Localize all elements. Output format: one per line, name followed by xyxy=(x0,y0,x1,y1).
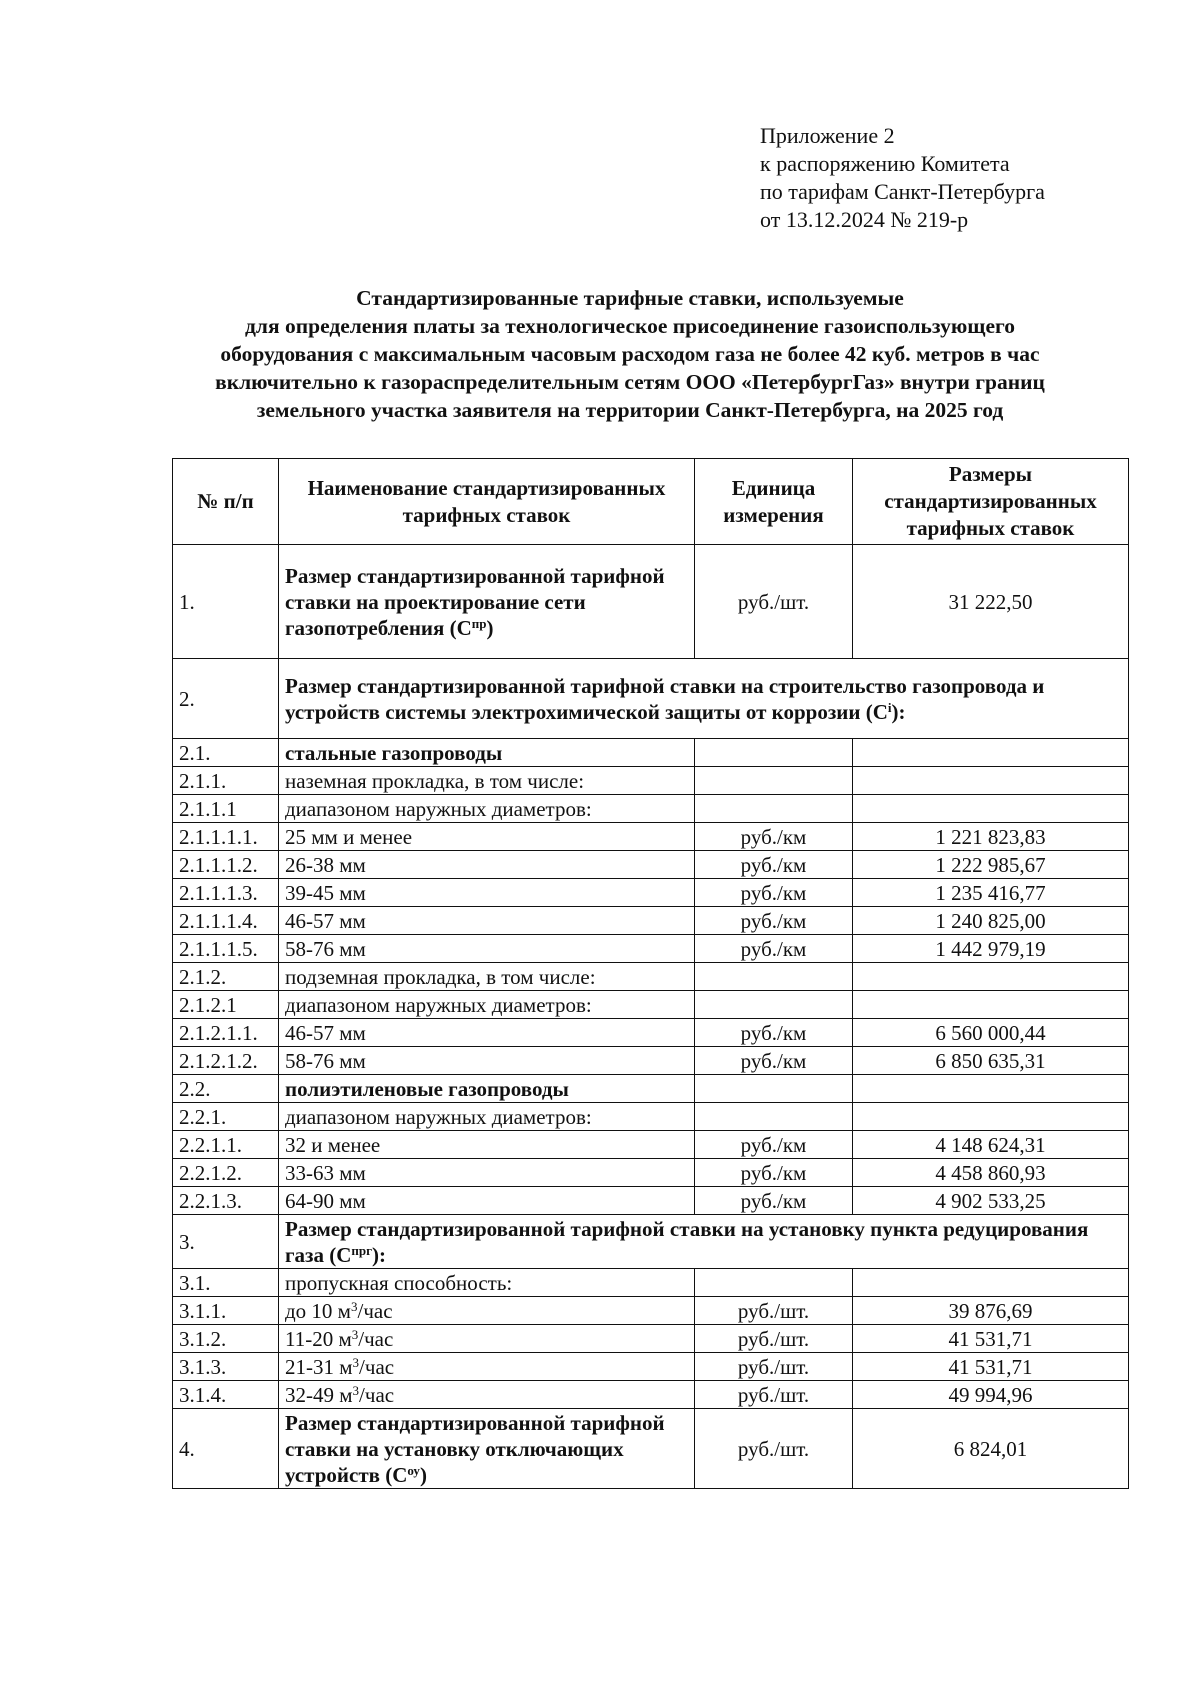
row-unit xyxy=(695,991,853,1019)
row-unit: руб./шт. xyxy=(695,1381,853,1409)
table-row xyxy=(173,1131,1129,1159)
row-name-text: 46-57 мм xyxy=(285,908,366,933)
title-line: включительно к газораспределительным сетям ООО «ПетербургГаз» внутри границ xyxy=(215,370,1045,394)
unit-superscript: 3 xyxy=(352,1354,360,1370)
appendix-line: по тарифам Санкт-Петербурга xyxy=(760,179,1045,204)
row-num: 2.1.2.1 xyxy=(173,991,279,1019)
row-name-suffix: /час xyxy=(359,1354,395,1379)
table-row xyxy=(173,879,1129,907)
row-num: 2.2.1.3. xyxy=(173,1187,279,1215)
row-name xyxy=(279,1381,695,1409)
table-header-row xyxy=(173,459,1129,545)
row-value: 4 902 533,25 xyxy=(853,1187,1129,1215)
row-unit xyxy=(695,1103,853,1131)
unit-superscript: 3 xyxy=(350,1298,358,1314)
table-row xyxy=(173,963,1129,991)
row-num: 4. xyxy=(173,1409,279,1489)
row-num: 2.1.1.1.5. xyxy=(173,935,279,963)
row-name xyxy=(279,991,695,1019)
row-unit: руб./км xyxy=(695,879,853,907)
row-name xyxy=(279,1131,695,1159)
row-value: 1 442 979,19 xyxy=(853,935,1129,963)
appendix-line: к распоряжению Комитета xyxy=(760,151,1010,176)
row-unit: руб./км xyxy=(695,1047,853,1075)
row-name-text: стальные газопроводы xyxy=(285,740,503,765)
table-row xyxy=(173,1297,1129,1325)
table-row xyxy=(173,1075,1129,1103)
row-unit: руб./шт. xyxy=(695,1409,853,1489)
appendix-header xyxy=(760,122,1045,234)
rate-superscript: оу xyxy=(407,1462,420,1478)
row-name xyxy=(279,795,695,823)
title-line: земельного участка заявителя на территории Санкт-Петербурга, на 2025 год xyxy=(256,398,1004,422)
row-unit: руб./шт. xyxy=(695,1297,853,1325)
table-row xyxy=(173,1325,1129,1353)
row-unit xyxy=(695,963,853,991)
row-name xyxy=(279,879,695,907)
unit-superscript: 3 xyxy=(351,1326,359,1342)
appendix-line: от 13.12.2024 № 219-р xyxy=(760,207,969,232)
row-num: 3.1. xyxy=(173,1269,279,1297)
row-value: 6 850 635,31 xyxy=(853,1047,1129,1075)
row-value xyxy=(853,1103,1129,1131)
row-unit xyxy=(695,1269,853,1297)
row-value: 1 240 825,00 xyxy=(853,907,1129,935)
row-name xyxy=(279,1297,695,1325)
row-unit: руб./шт. xyxy=(695,1325,853,1353)
row-num: 2.2.1. xyxy=(173,1103,279,1131)
table-row xyxy=(173,1103,1129,1131)
header-value: Размеры стандартизированных тарифных ставок xyxy=(853,459,1129,545)
row-num: 3.1.1. xyxy=(173,1297,279,1325)
table-row xyxy=(173,1159,1129,1187)
row-value: 1 235 416,77 xyxy=(853,879,1129,907)
row-name-text: диапазоном наружных диаметров: xyxy=(285,992,592,1017)
table-row xyxy=(173,935,1129,963)
row-unit xyxy=(695,1075,853,1103)
row-num: 2.1.1. xyxy=(173,767,279,795)
row-unit xyxy=(695,739,853,767)
row-value: 41 531,71 xyxy=(853,1325,1129,1353)
row-num: 2.1.2. xyxy=(173,963,279,991)
row-num: 2.1. xyxy=(173,739,279,767)
table-row xyxy=(173,991,1129,1019)
row-name-close: ) xyxy=(486,615,494,640)
row-name-text: полиэтиленовые газопроводы xyxy=(285,1076,569,1101)
row-name-text: до 10 м xyxy=(285,1298,351,1323)
row-name-text: 11-20 м xyxy=(285,1326,352,1351)
row-name-text: пропускная способность: xyxy=(285,1270,513,1295)
row-unit: руб./шт. xyxy=(695,545,853,659)
row-name xyxy=(279,851,695,879)
row-num: 2.1.1.1 xyxy=(173,795,279,823)
row-name-text: 25 мм и менее xyxy=(285,824,413,849)
row-name xyxy=(279,1103,695,1131)
row-value xyxy=(853,1269,1129,1297)
row-num: 3.1.2. xyxy=(173,1325,279,1353)
row-name xyxy=(279,1269,695,1297)
row-num: 2.1.1.1.3. xyxy=(173,879,279,907)
row-name xyxy=(279,963,695,991)
row-name-text: 58-76 мм xyxy=(285,1048,366,1073)
row-num: 3. xyxy=(173,1215,279,1269)
row-name xyxy=(279,1215,1129,1269)
row-num: 2.1.2.1.1. xyxy=(173,1019,279,1047)
table-row xyxy=(173,851,1129,879)
table-row xyxy=(173,739,1129,767)
row-name xyxy=(279,739,695,767)
row-name-text: 39-45 мм xyxy=(285,880,366,905)
row-name xyxy=(279,1047,695,1075)
table-row xyxy=(173,1381,1129,1409)
row-unit: руб./км xyxy=(695,1187,853,1215)
row-name-text: 26-38 мм xyxy=(285,852,366,877)
row-name-text: Размер стандартизированной тарифной ставки на установку отключающих устройств (С xyxy=(285,1410,665,1487)
row-name xyxy=(279,1159,695,1187)
row-name-text: Размер стандартизированной тарифной ставки на установку пункта редуцирования газа (С xyxy=(285,1216,1089,1267)
row-unit: руб./км xyxy=(695,907,853,935)
row-name-text: 33-63 мм xyxy=(285,1160,366,1185)
row-value: 49 994,96 xyxy=(853,1381,1129,1409)
row-value xyxy=(853,767,1129,795)
row-num: 2.2.1.1. xyxy=(173,1131,279,1159)
title-line: для определения платы за технологическое присоединение газоиспользующего xyxy=(245,314,1015,338)
row-num: 2.1.1.1.4. xyxy=(173,907,279,935)
row-num: 2.1.2.1.2. xyxy=(173,1047,279,1075)
row-num: 2.1.1.1.2. xyxy=(173,851,279,879)
row-name-text: 21-31 м xyxy=(285,1354,353,1379)
row-value: 4 458 860,93 xyxy=(853,1159,1129,1187)
table-row xyxy=(173,1353,1129,1381)
row-num: 2.2.1.2. xyxy=(173,1159,279,1187)
row-value xyxy=(853,991,1129,1019)
row-unit: руб./км xyxy=(695,1131,853,1159)
title-line: Стандартизированные тарифные ставки, используемые xyxy=(356,286,904,310)
row-name-text: Размер стандартизированной тарифной ставки на проектирование сети газопотребления (С xyxy=(285,563,665,640)
row-name-text: диапазоном наружных диаметров: xyxy=(285,796,592,821)
row-num: 1. xyxy=(173,545,279,659)
row-name-text: подземная прокладка, в том числе: xyxy=(285,964,596,989)
table-row xyxy=(173,1019,1129,1047)
row-name-suffix: /час xyxy=(359,1382,395,1407)
row-value xyxy=(853,1075,1129,1103)
table-row xyxy=(173,907,1129,935)
row-name xyxy=(279,1353,695,1381)
appendix-line: Приложение 2 xyxy=(760,123,895,148)
row-name-close: ): xyxy=(372,1242,387,1267)
rate-superscript: прг xyxy=(351,1242,373,1258)
tariff-table xyxy=(172,458,1129,1489)
row-name xyxy=(279,935,695,963)
row-unit: руб./км xyxy=(695,1019,853,1047)
row-name xyxy=(279,1187,695,1215)
row-value: 4 148 624,31 xyxy=(853,1131,1129,1159)
rate-superscript: i xyxy=(887,699,892,715)
row-name-text: 46-57 мм xyxy=(285,1020,366,1045)
row-name xyxy=(279,545,695,659)
row-name-text: 32-49 м xyxy=(285,1382,353,1407)
row-unit: руб./шт. xyxy=(695,1353,853,1381)
table-row xyxy=(173,795,1129,823)
title-line: оборудования с максимальным часовым расходом газа не более 42 куб. метров в час xyxy=(220,342,1040,366)
document-title xyxy=(150,284,1110,424)
row-unit: руб./км xyxy=(695,851,853,879)
row-name xyxy=(279,823,695,851)
row-name-text: диапазоном наружных диаметров: xyxy=(285,1104,592,1129)
row-unit xyxy=(695,795,853,823)
row-value: 6 824,01 xyxy=(853,1409,1129,1489)
row-name xyxy=(279,1409,695,1489)
row-name-text: 32 и менее xyxy=(285,1132,381,1157)
row-name xyxy=(279,659,1129,739)
row-name-text: наземная прокладка, в том числе: xyxy=(285,768,585,793)
table-row xyxy=(173,767,1129,795)
row-name-close: ) xyxy=(419,1462,427,1487)
row-name xyxy=(279,767,695,795)
row-value: 41 531,71 xyxy=(853,1353,1129,1381)
header-name: Наименование стандартизированных тарифных ставок xyxy=(279,459,695,545)
row-num: 2.1.1.1.1. xyxy=(173,823,279,851)
row-num: 2.2. xyxy=(173,1075,279,1103)
row-name-close: ): xyxy=(891,699,906,724)
table-row xyxy=(173,1409,1129,1489)
table-row xyxy=(173,659,1129,739)
row-value xyxy=(853,739,1129,767)
table-row xyxy=(173,1269,1129,1297)
row-num: 3.1.3. xyxy=(173,1353,279,1381)
table-row xyxy=(173,1047,1129,1075)
row-value: 1 222 985,67 xyxy=(853,851,1129,879)
row-name-text: 58-76 мм xyxy=(285,936,366,961)
row-name xyxy=(279,1019,695,1047)
row-name xyxy=(279,1075,695,1103)
row-unit xyxy=(695,767,853,795)
row-unit: руб./км xyxy=(695,823,853,851)
row-num: 3.1.4. xyxy=(173,1381,279,1409)
row-name xyxy=(279,907,695,935)
row-name-text: Размер стандартизированной тарифной ставки на строительство газопровода и устройств системы электрохимической защиты от коррозии (С xyxy=(285,673,1045,724)
table-row xyxy=(173,1215,1129,1269)
row-value xyxy=(853,795,1129,823)
unit-superscript: 3 xyxy=(352,1382,360,1398)
row-value: 39 876,69 xyxy=(853,1297,1129,1325)
header-unit: Единица измерения xyxy=(695,459,853,545)
row-unit: руб./км xyxy=(695,935,853,963)
row-num: 2. xyxy=(173,659,279,739)
row-name-suffix: /час xyxy=(358,1326,394,1351)
rate-superscript: пр xyxy=(471,615,487,631)
row-name-suffix: /час xyxy=(357,1298,393,1323)
row-value xyxy=(853,963,1129,991)
table-row xyxy=(173,1187,1129,1215)
header-num: № п/п xyxy=(173,459,279,545)
row-unit: руб./км xyxy=(695,1159,853,1187)
table-row xyxy=(173,545,1129,659)
row-value: 6 560 000,44 xyxy=(853,1019,1129,1047)
row-value: 1 221 823,83 xyxy=(853,823,1129,851)
table-row xyxy=(173,823,1129,851)
row-name xyxy=(279,1325,695,1353)
row-value: 31 222,50 xyxy=(853,545,1129,659)
row-name-text: 64-90 мм xyxy=(285,1188,366,1213)
